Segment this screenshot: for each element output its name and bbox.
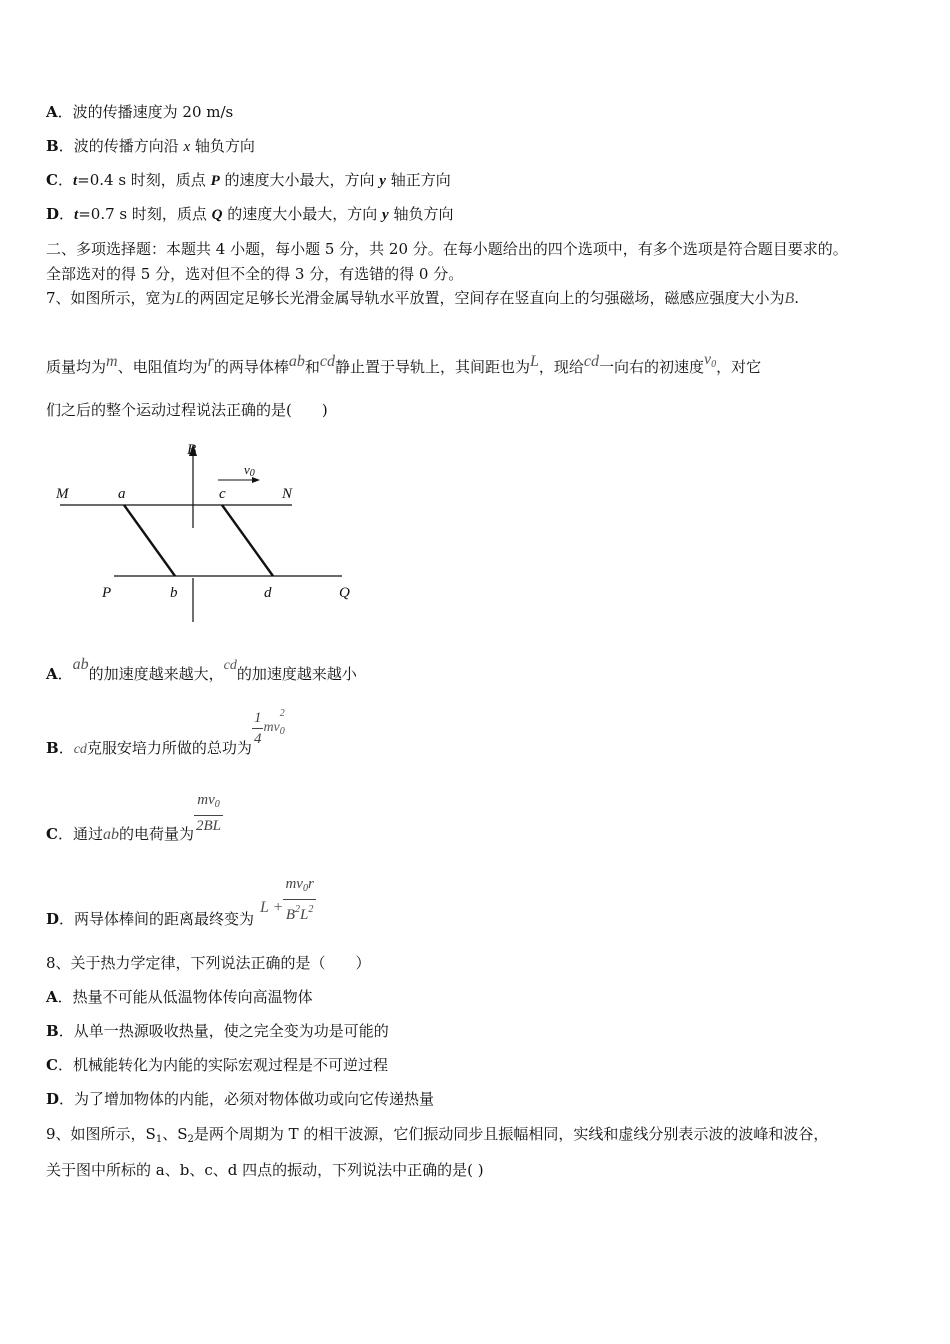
q7-option-a: A．ab的加速度越来越大，cd的加速度越来越小 [46, 656, 357, 683]
label-P: P [102, 585, 112, 601]
q8-stem: 8、关于热力学定律，下列说法正确的是（ ） [46, 954, 371, 972]
v0-symbol: $v_0$ [704, 351, 717, 370]
label-b: b [170, 585, 178, 601]
distance-fraction: $\frac{mv_0r}{B^2L^2}$ [285, 876, 314, 923]
rod-ab [124, 505, 175, 576]
q6-option-a: A．波的传播速度为 20 m/s [46, 103, 234, 121]
q7-stem-line2: 质量均为m、电阻值均为r的两导体棒ab和cd静止置于导轨上，其间距也为L，现给cd一向右的初速度$v_0$，对它 [46, 351, 762, 376]
q9-stem-line1: 9、如图所示，$S_1$、$S_2$是两个周期为 T 的相干波源，它们振动同步且振幅相同，实线和虚线分别表示波的波峰和波谷， [46, 1125, 829, 1145]
section-header-line2: 全部选对的得 5 分，选对但不全的得 3 分，有选错的得 0 分。 [46, 265, 464, 283]
q8-option-d: D．为了增加物体的内能，必须对物体做功或向它传递热量 [46, 1090, 435, 1108]
label-a: a [118, 486, 126, 502]
q6-option-b: B．波的传播方向沿 x 轴负方向 [46, 137, 255, 155]
rails-diagram [46, 432, 376, 632]
section-header-line1: 二、多项选择题：本题共 4 小题，每小题 5 分，共 20 分。在每小题给出的四个选项中，有多个选项是符合题目要求的。 [46, 240, 848, 258]
q7-stem-line1: 7、如图所示，宽为L的两固定足够长光滑金属导轨水平放置，空间存在竖直向上的匀强磁场，磁感应强度大小为B. [46, 289, 800, 307]
label-M: M [56, 486, 69, 502]
label-v0: v0 [244, 462, 255, 479]
q8-option-b: B．从单一热源吸收热量，使之完全变为功是可能的 [46, 1022, 389, 1040]
label-B: B [187, 442, 197, 458]
q9-stem-line2: 关于图中所标的 a、b、c、d 四点的振动，下列说法中正确的是( ) [46, 1161, 484, 1179]
label-d: d [264, 585, 272, 601]
label-Q: Q [339, 585, 350, 601]
q7-option-c: C．通过ab的电荷量为 $\frac{mv_0}{2BL}$ [46, 792, 222, 843]
work-expression: mv 2 $_0$ [263, 707, 285, 737]
work-fraction: $\frac{1}{4}$ [253, 710, 262, 747]
q6-option-d: D．t=0.7 s 时刻，质点 Q 的速度大小最大，方向 y 轴负方向 [46, 205, 454, 223]
q7-stem-line3: 们之后的整个运动过程说法正确的是( ) [46, 401, 328, 419]
charge-fraction: $\frac{mv_0}{2BL}$ [196, 792, 222, 834]
q8-option-c: C．机械能转化为内能的实际宏观过程是不可逆过程 [46, 1056, 388, 1074]
q8-option-a: A．热量不可能从低温物体传向高温物体 [46, 988, 313, 1006]
q6-option-c: C．t=0.4 s 时刻，质点 P 的速度大小最大，方向 y 轴正方向 [46, 171, 451, 189]
q7-option-b: B．cd克服安培力所做的总功为 $\frac{1}{4}$ mv 2 $_0$ [46, 707, 285, 757]
rod-cd [222, 505, 273, 576]
label-c: c [219, 486, 226, 502]
q7-option-d: D．两导体棒间的距离最终变为L + $\frac{mv_0r}{B^2L^2}$ [46, 876, 314, 928]
label-N: N [282, 486, 293, 502]
